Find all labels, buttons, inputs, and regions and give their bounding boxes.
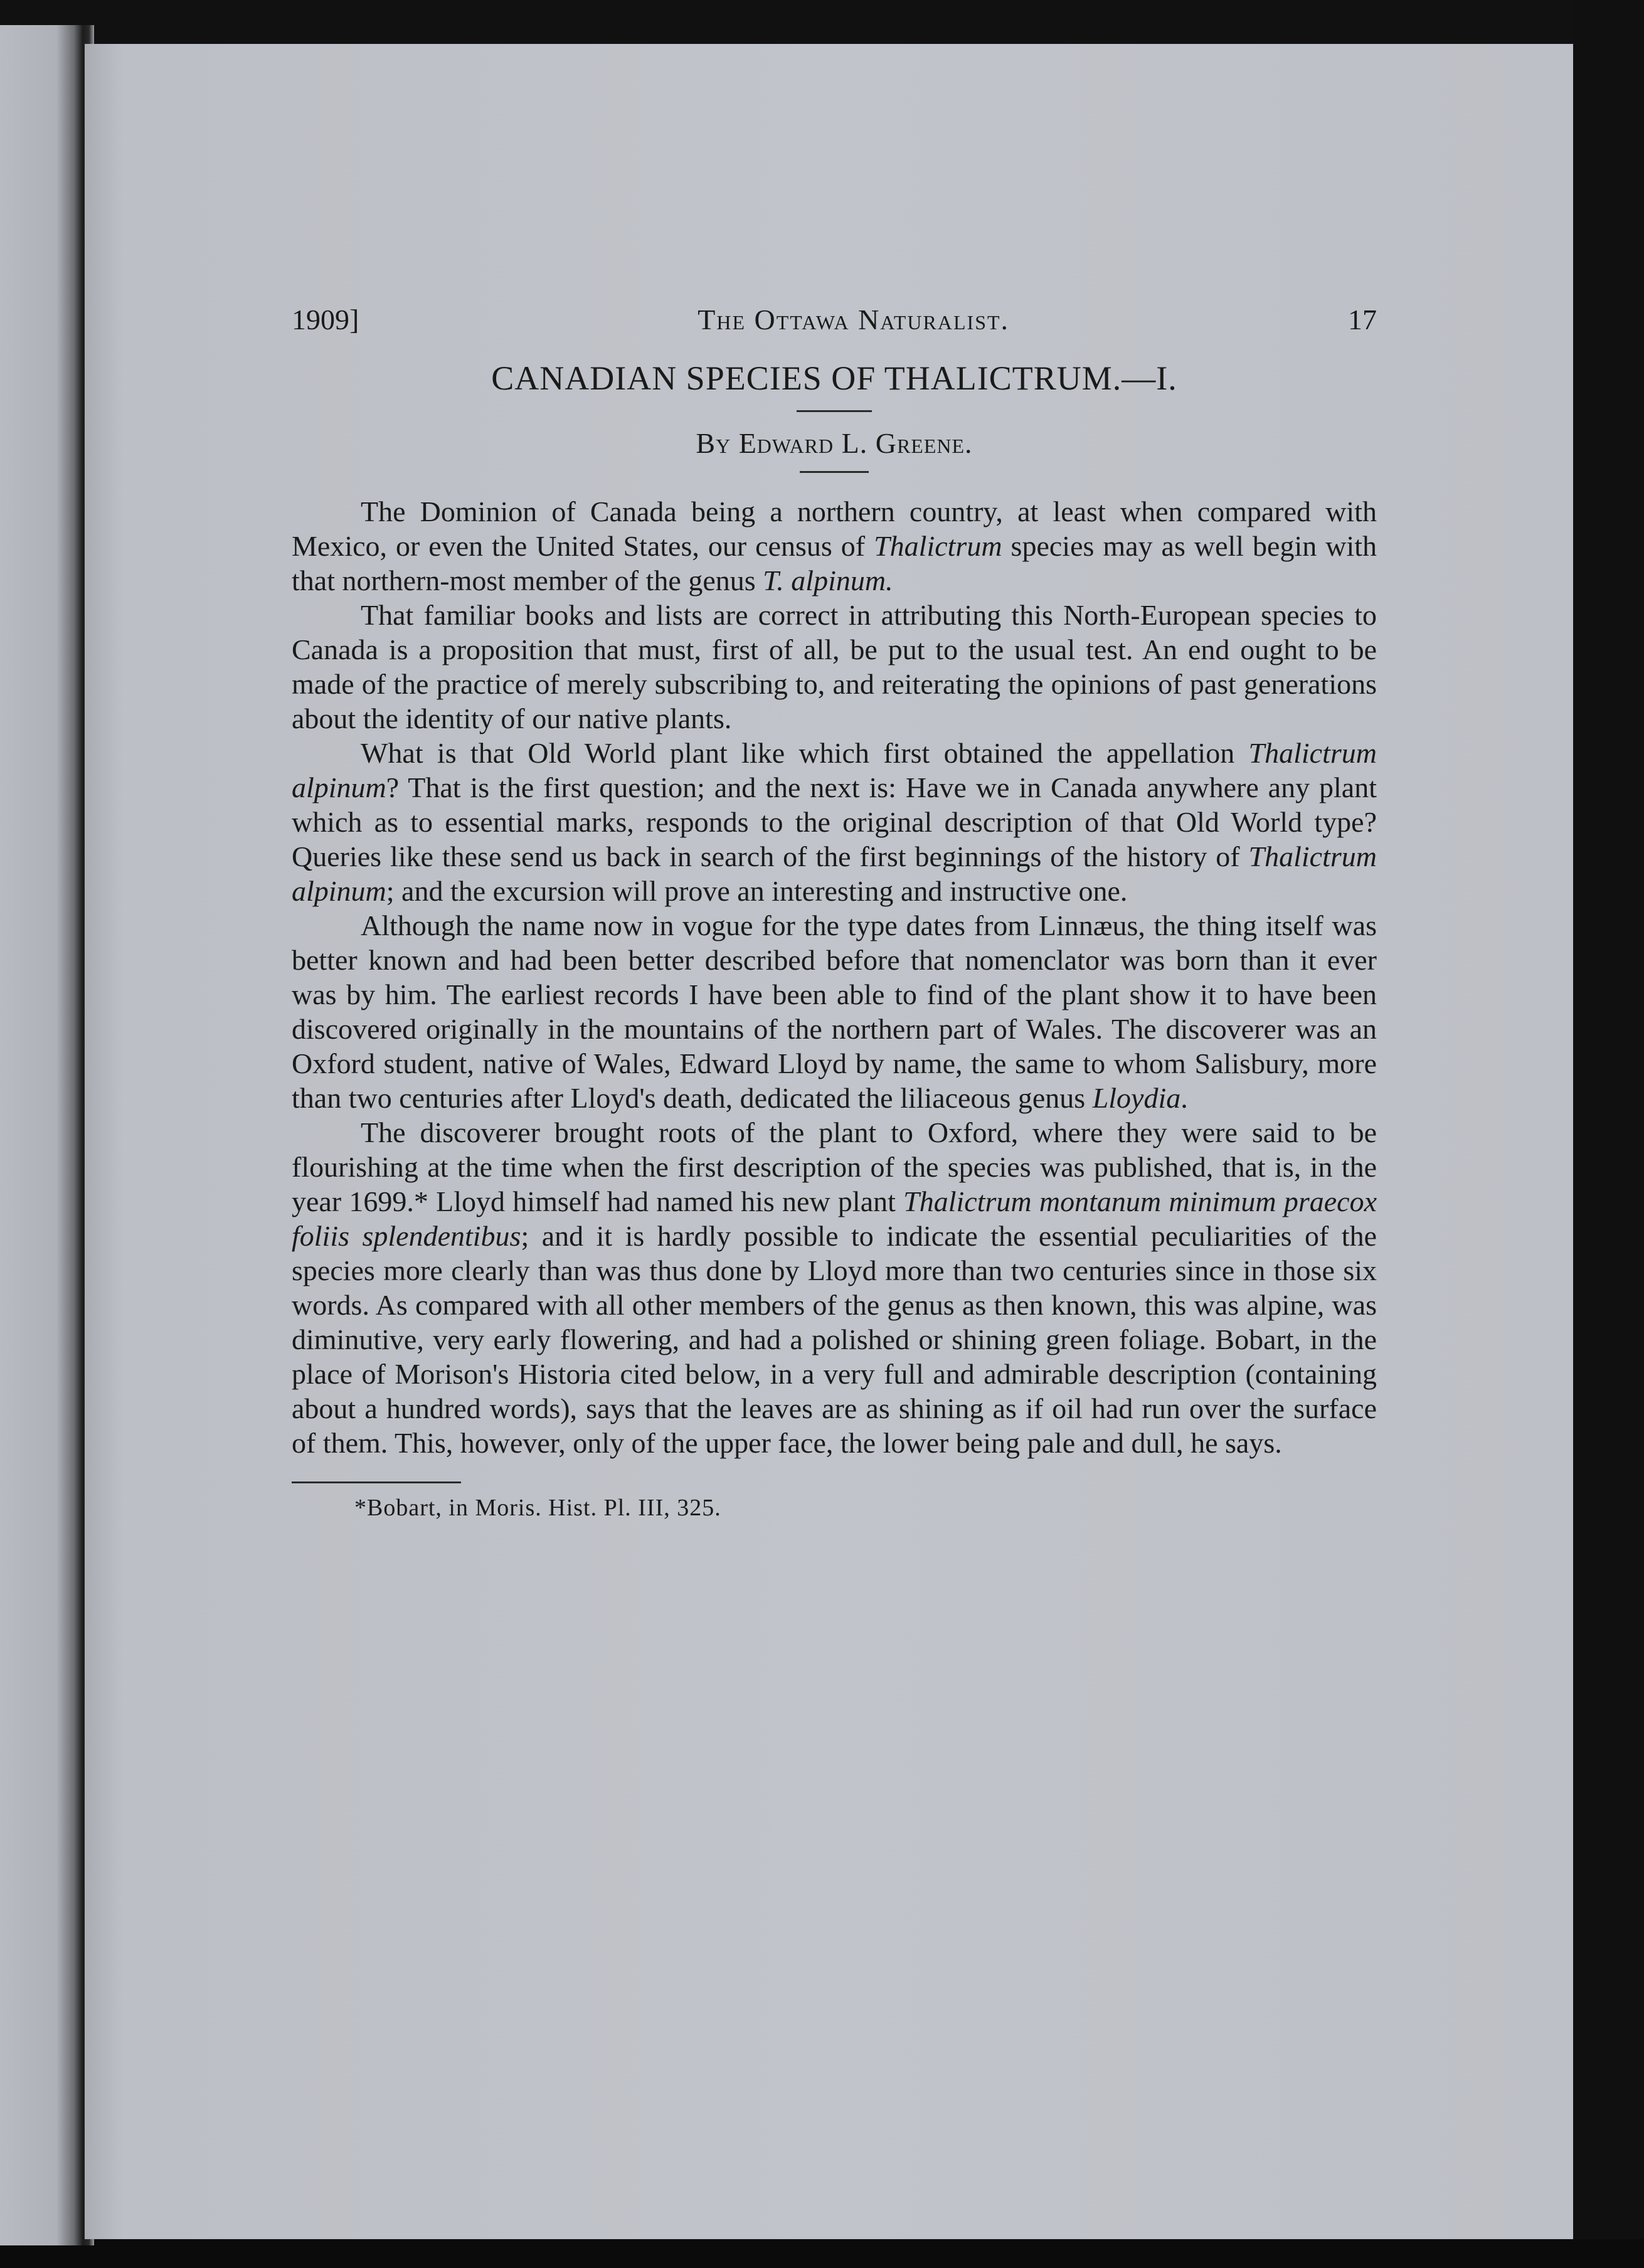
- italic-text: T. alpinum.: [763, 564, 893, 596]
- italic-text: Lloydia: [1092, 1082, 1181, 1114]
- scan-right-border: [1573, 0, 1644, 2268]
- paragraph: [292, 736, 1377, 908]
- text-run: species may as well begin with that northern-most member of the genus: [292, 530, 1377, 596]
- footnote-rule: [292, 1481, 461, 1483]
- text-run: That familiar books and lists are correct in attributing this North-European species to Canada is a proposition that must, first of all, be put to the usual test. An end ought to be made of the practice of merely subscribing to, and reiterating the opinions of past generations about the identity of our native plants.: [292, 599, 1377, 734]
- article-title: CANADIAN SPECIES OF THALICTRUM.—I.: [491, 359, 1177, 397]
- page-number: 17: [1348, 304, 1377, 336]
- italic-text: Thalictrum alpinum: [292, 737, 1377, 803]
- text-run: What is that Old World plant like which first obtained the appellation: [361, 737, 1249, 769]
- paragraph: [292, 1115, 1377, 1460]
- article-body: [292, 494, 1377, 1460]
- italic-text: Thalictrum: [874, 530, 1002, 562]
- text-run: The Dominion of Canada being a northern country, at least when compared with Mexico, or even the United States, our census of: [292, 495, 1377, 562]
- title-rule: [797, 410, 872, 412]
- text-run: Although the name now in vogue for the type dates from Linnæus, the thing itself was better known and had been better described before that nomenclator was born than it ever was by him. The earliest records I have been able to find of the plant show it to have been discovered originally in the mountains of the northern part of Wales. The discoverer was an Oxford student, native of Wales, Edward Lloyd by name, the same to whom Salisbury, more than two centuries after Lloyd's death, dedicated the liliaceous genus: [292, 909, 1377, 1114]
- page-content: [292, 301, 1377, 1523]
- scan-top-border: [0, 0, 1644, 44]
- paragraph: [292, 908, 1377, 1115]
- paragraph: [292, 598, 1377, 736]
- running-head: [292, 301, 1377, 339]
- italic-text: Thalictrum montanum minimum praecox foliis splendentibus: [292, 1185, 1377, 1252]
- byline-rule: [800, 471, 869, 473]
- running-head-year: 1909]: [292, 304, 359, 336]
- text-run: The discoverer brought roots of the plant to Oxford, where they were said to be flourishing at the time when the first description of the species was published, that is, in the year 1699.* Lloyd himself had named his new plant: [292, 1116, 1377, 1217]
- running-head-journal: The Ottawa Naturalist.: [697, 304, 1010, 336]
- scan-bottom-border: [0, 2239, 1644, 2268]
- facing-page-edge: [0, 25, 94, 2245]
- italic-text: Thalictrum alpinum: [292, 840, 1377, 907]
- page: [85, 44, 1573, 2239]
- byline: By Edward L. Greene.: [696, 427, 973, 459]
- text-run: .: [1180, 1082, 1188, 1114]
- text-run: ? That is the first question; and the next is: Have we in Canada anywhere any plant which as to essential marks, responds to the original description of that Old World type? Queries like these send us back in search of the first beginnings of the history of: [292, 771, 1377, 872]
- paragraph: [292, 494, 1377, 598]
- footnote: *Bobart, in Moris. Hist. Pl. III, 325.: [354, 1495, 721, 1521]
- text-run: ; and the excursion will prove an interesting and instructive one.: [386, 875, 1128, 907]
- text-run: ; and it is hardly possible to indicate the essential peculiarities of the species more clearly than was thus done by Lloyd more than two centuries since in those six words. As compared with all other members of the genus as then known, this was alpine, was diminutive, very early flowering, and had a polished or shining green foliage. Bobart, in the place of Morison's Historia cited below, in a very full and admirable description (containing about a hundred words), says that the leaves are as shining as if oil had run over the surface of them. This, however, only of the upper face, the lower being pale and dull, he says.: [292, 1220, 1377, 1459]
